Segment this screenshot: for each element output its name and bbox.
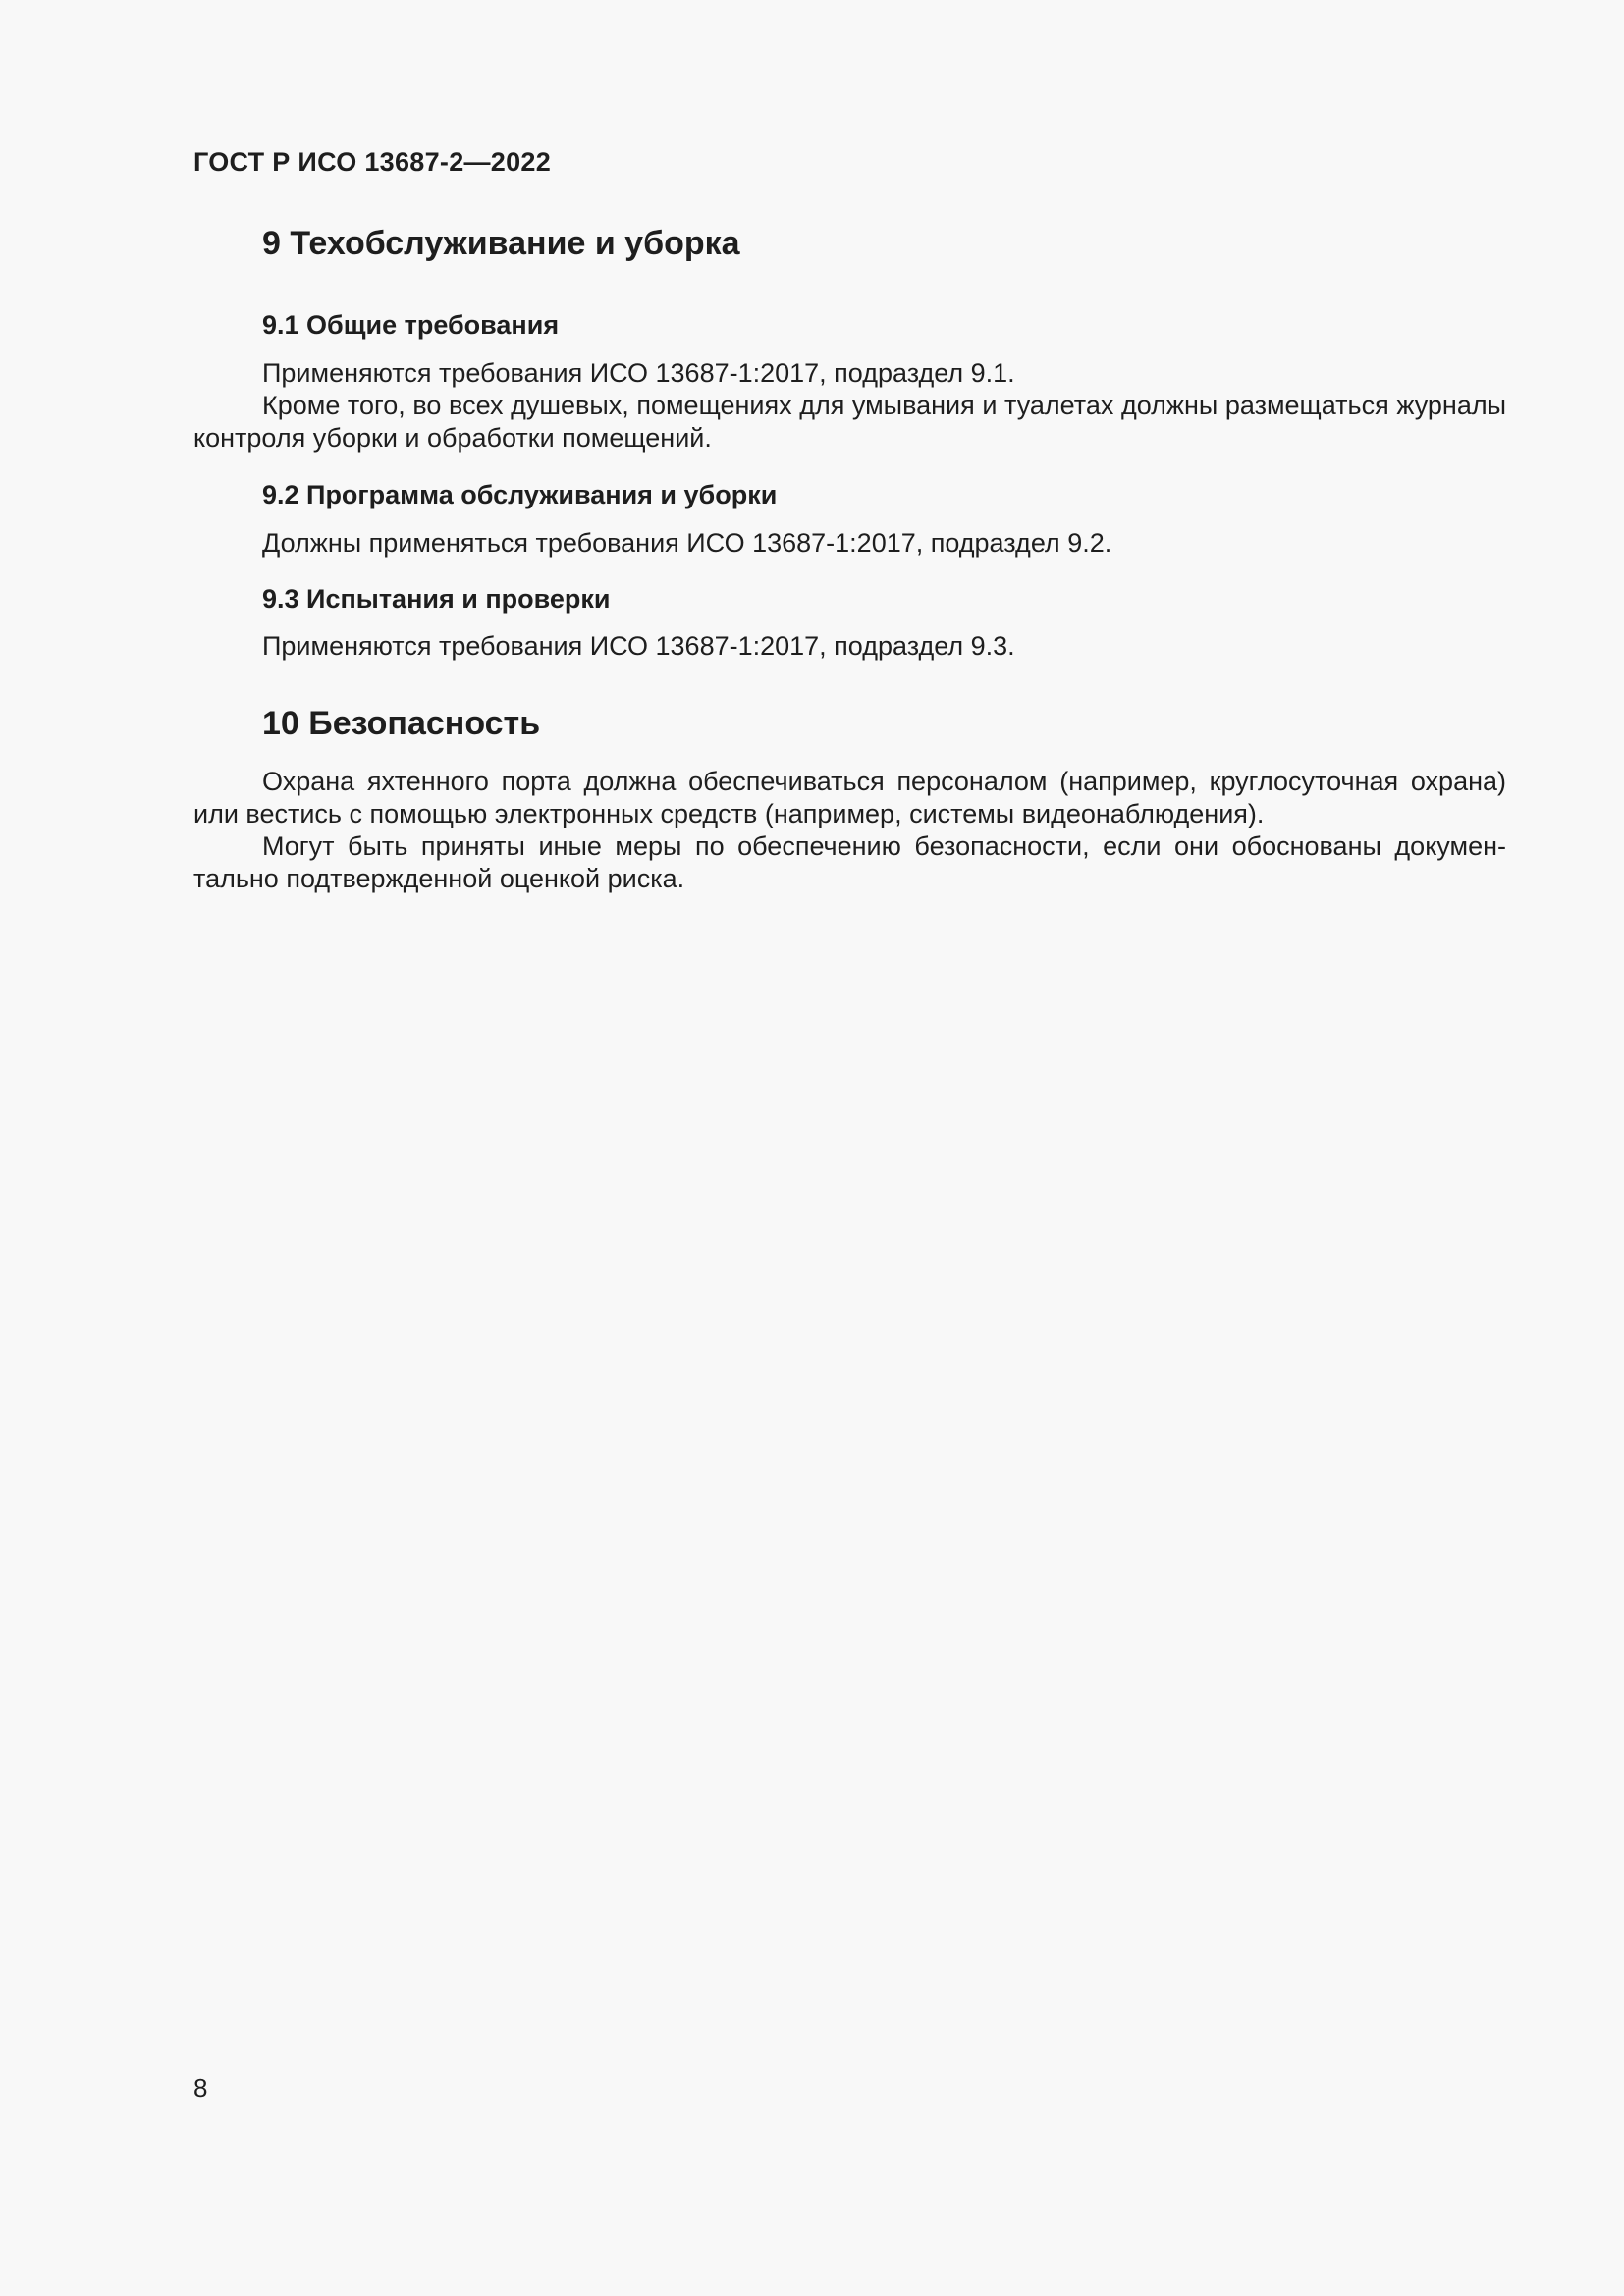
section-10-title: 10 Безопасность: [262, 705, 541, 742]
section-9-3-paragraph-1: Применяются требования ИСО 13687-1:2017, подраздел 9.3.: [262, 631, 1015, 661]
document-code-header: ГОСТ Р ИСО 13687-2—2022: [193, 147, 552, 177]
section-10-paragraph-1: Охрана яхтенного порта должна обеспечиваться персоналом (например, круглосуточная охрана) или вестись с помощью электронных средств (например, системы видеонаблюдения).: [193, 767, 1506, 828]
page-number: 8: [193, 2073, 208, 2103]
section-9-title: 9 Техобслуживание и уборка: [262, 225, 740, 262]
section-9-3-title: 9.3 Испытания и проверки: [262, 584, 611, 614]
section-9-1-title: 9.1 Общие требования: [262, 310, 560, 340]
section-9-1-paragraph-2: Кроме того, во всех душевых, помещениях для умывания и туалетах должны размещаться журналы контроля уборки и обработки помещений.: [193, 391, 1506, 453]
section-9-2-title: 9.2 Программа обслуживания и уборки: [262, 480, 778, 509]
section-10-paragraph-2: Могут быть приняты иные меры по обеспечению безопасности, если они обоснованы документально подтвержденной оценкой риска.: [193, 831, 1506, 893]
section-9-1-paragraph-1: Применяются требования ИСО 13687-1:2017, подраздел 9.1.: [262, 358, 1015, 388]
document-page: [193, 0, 1506, 2296]
section-9-2-paragraph-1: Должны применяться требования ИСО 13687-1:2017, подраздел 9.2.: [262, 528, 1112, 558]
